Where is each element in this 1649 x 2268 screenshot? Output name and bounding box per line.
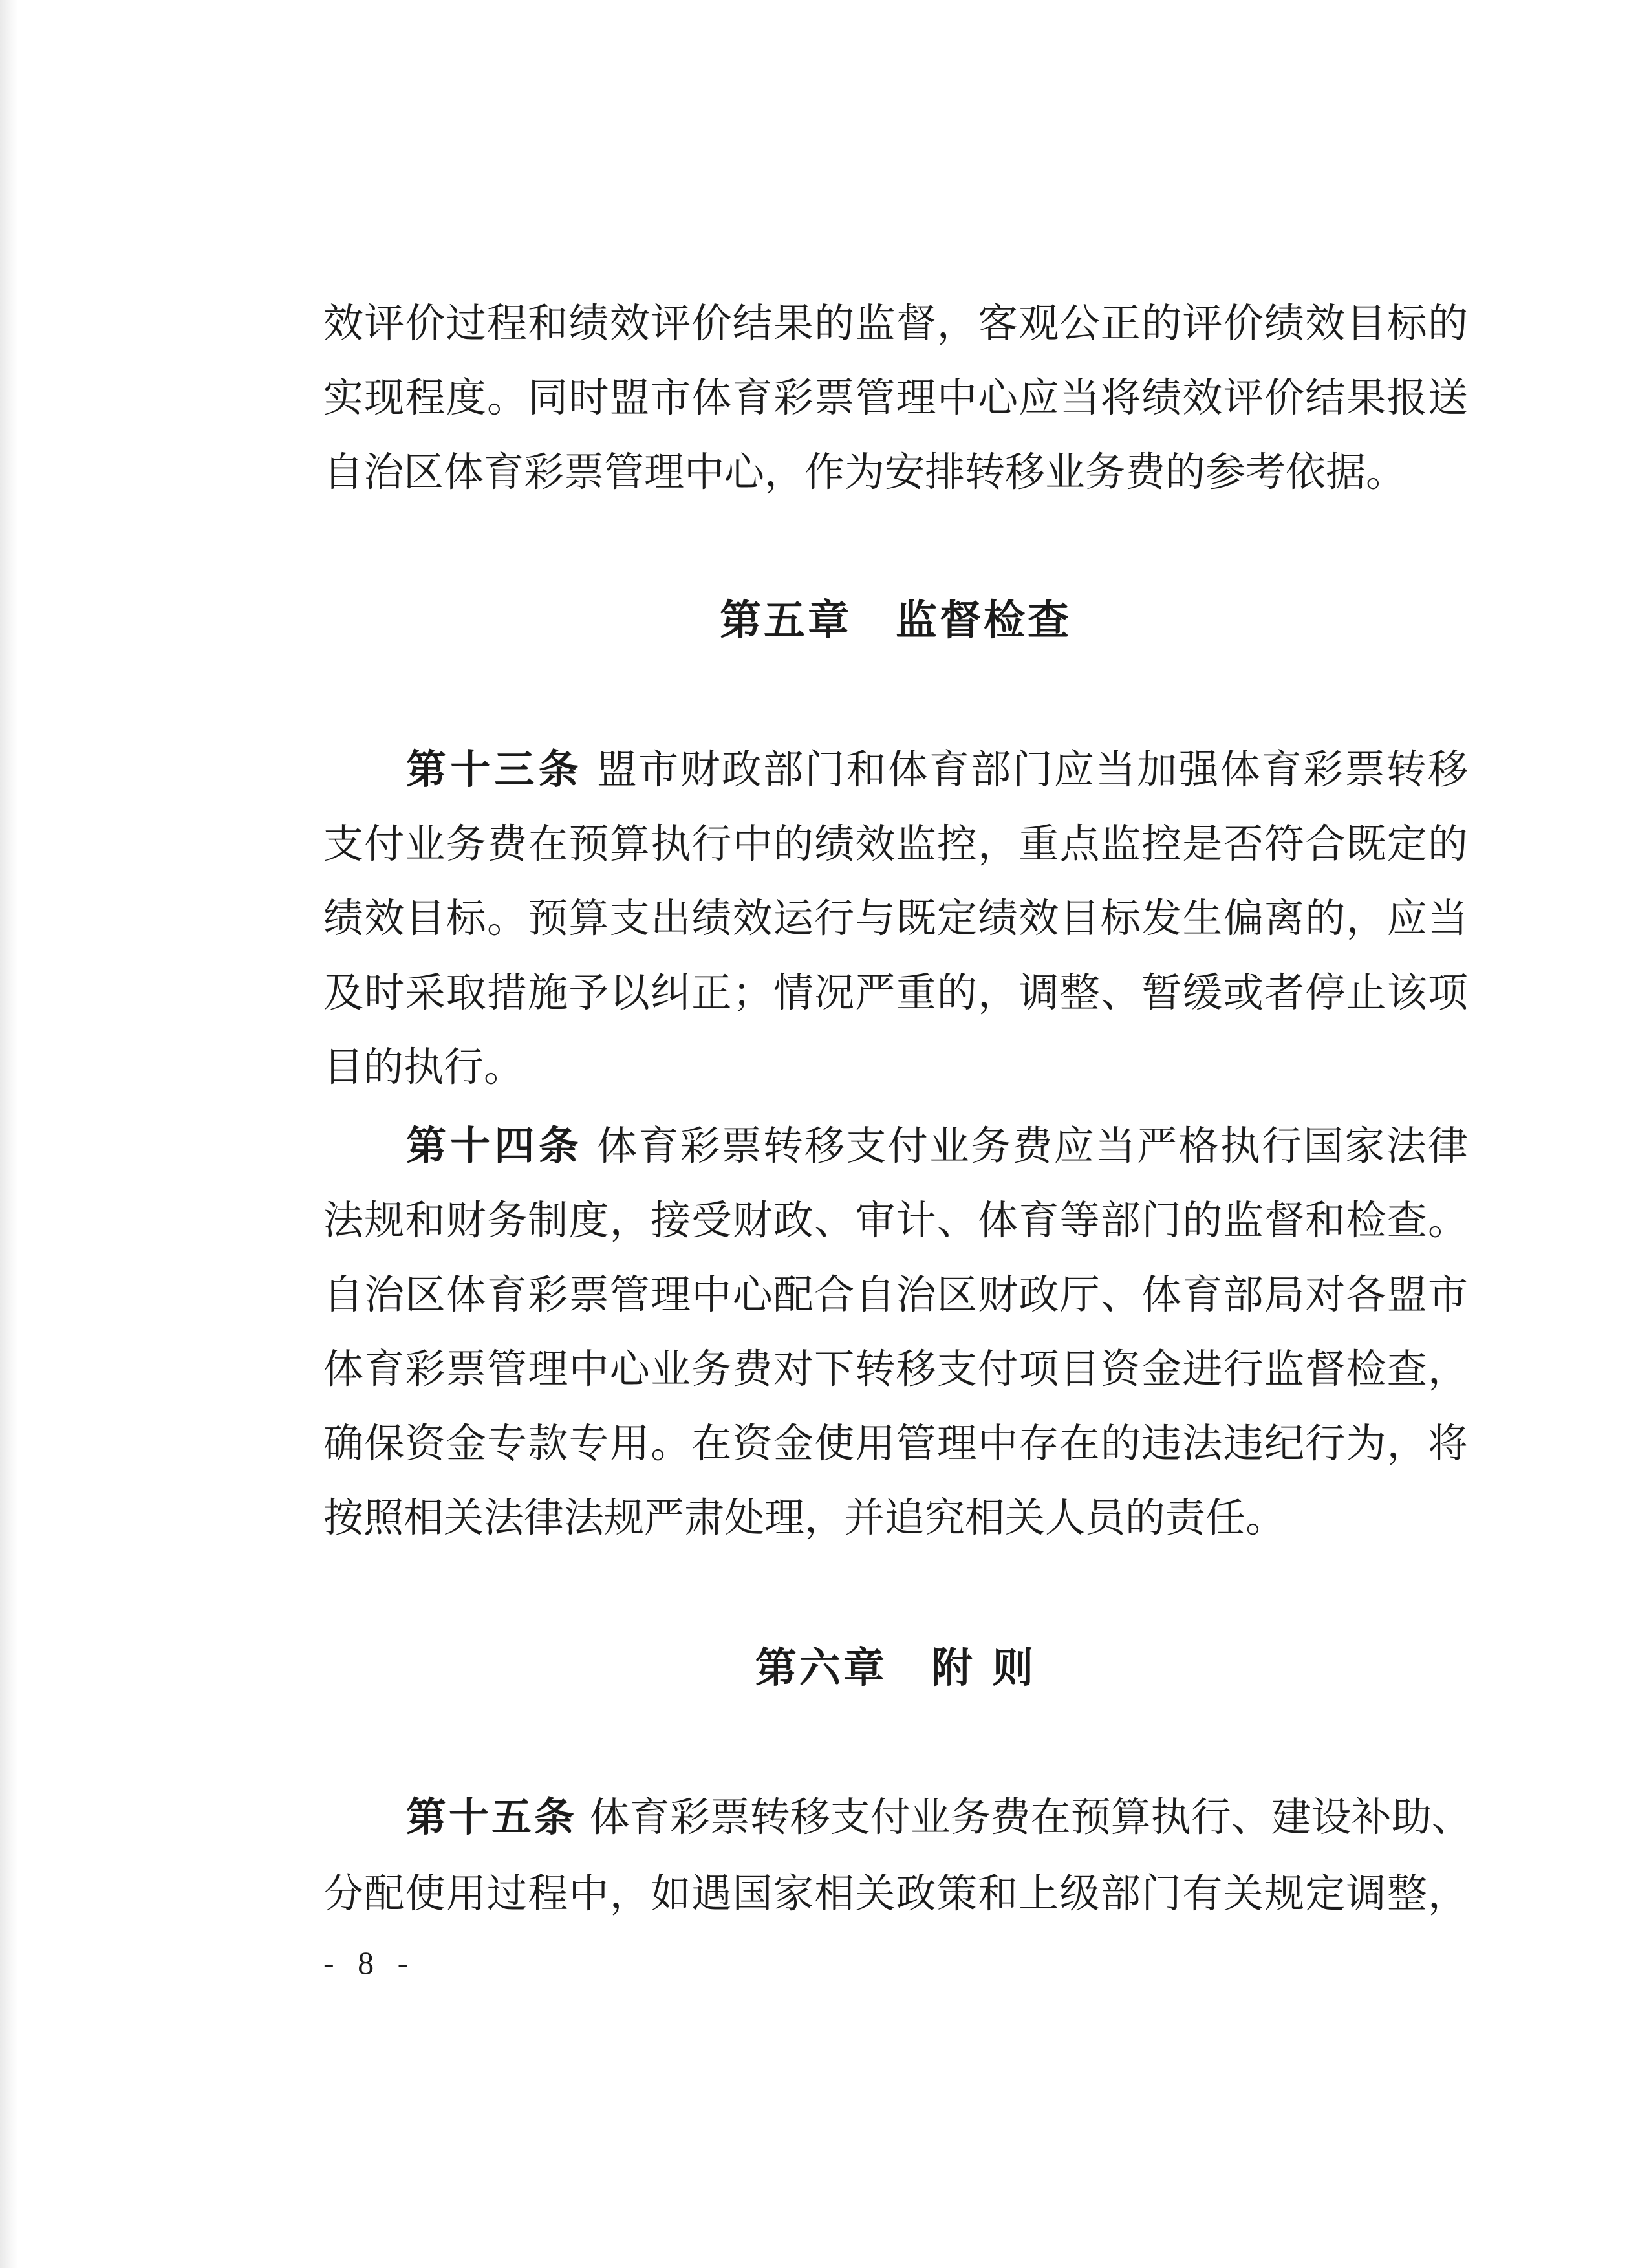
article-first-line: [406, 731, 1468, 808]
article-text: 体育彩票转移支付业务费应当严格执行国家法律: [596, 1122, 1468, 1169]
paragraph-line: 实现程度。同时盟市体育彩票管理中心应当将绩效评价结果报送: [323, 374, 1468, 421]
article-number: 第十四条: [406, 1122, 583, 1169]
chapter-heading: 第六章 附 则: [755, 1645, 1037, 1692]
paragraph-line: 支付业务费在预算执行中的绩效监控，重点监控是否符合既定的: [323, 820, 1468, 867]
paragraph-line: 效评价过程和绩效评价结果的监督，客观公正的评价绩效目标的: [323, 299, 1468, 347]
paragraph-line: 及时采取措施予以纠正；情况严重的，调整、暂缓或者停止该项: [323, 969, 1468, 1016]
article-number: 第十三条: [406, 746, 583, 793]
article-text: 体育彩票转移支付业务费在预算执行、建设补助、: [589, 1793, 1472, 1841]
scan-edge: [0, 0, 18, 2268]
paragraph-line: 自治区体育彩票管理中心配合自治区财政厅、体育部局对各盟市: [323, 1271, 1468, 1318]
chapter-heading: 第五章 监督检查: [720, 597, 1072, 645]
paragraph-line: 法规和财务制度，接受财政、审计、体育等部门的监督和检查。: [323, 1196, 1468, 1244]
page-number: - 8 -: [323, 1945, 416, 1981]
paragraph-line: 自治区体育彩票管理中心，作为安排转移业务费的参考依据。: [323, 448, 1406, 495]
article-text: 盟市财政部门和体育部门应当加强体育彩票转移: [596, 746, 1468, 793]
article-first-line: [406, 1778, 1472, 1856]
paragraph-line: 绩效目标。预算支出绩效运行与既定绩效目标发生偏离的，应当: [323, 894, 1468, 942]
article-number: 第十五条: [406, 1793, 577, 1841]
article-first-line: [406, 1107, 1468, 1185]
paragraph-line: 按照相关法律法规严肃处理，并追究相关人员的责任。: [323, 1494, 1286, 1541]
paragraph-line: 确保资金专款专用。在资金使用管理中存在的违法违纪行为，将: [323, 1420, 1468, 1467]
paragraph-line: 目的执行。: [323, 1043, 524, 1090]
paragraph-line: 体育彩票管理中心业务费对下转移支付项目资金进行监督检查，: [323, 1345, 1468, 1392]
paragraph-line: 分配使用过程中，如遇国家相关政策和上级部门有关规定调整，: [323, 1870, 1468, 1917]
